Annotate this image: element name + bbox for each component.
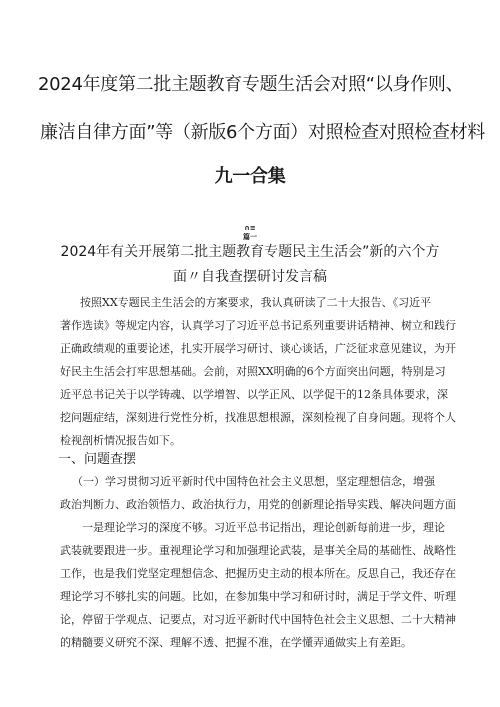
paragraph-2-line-2: 政治判断力、政治领悟力、政治执行力，用党的创新理论指导实践、解决问题方面 — [60, 498, 456, 511]
document-title-line-3: 九一合集 — [214, 166, 286, 187]
subtitle-line-1: 2024年有关开展第二批主题教育专题民主生活会”新的六个方 — [60, 244, 440, 260]
paragraph-1-line-5: 近平总书记关于以学铸魂、以学增智、以学正风、以学促干的12条具体要求，深 — [60, 388, 448, 401]
paragraph-1-line-2: 著作选读》等规定内容，认真学习了习近平总书记系列重要讲话精神、树立和践行 — [60, 319, 456, 332]
paragraph-2-line-7: 论，停留于学观点、记要点，对习近平新时代中国特色社会主义思想、二十大精神 — [60, 613, 456, 626]
document-title-line-2: 廉洁自律方面”等（新版6个方面）对照检查对照检查材料 — [40, 122, 485, 143]
paragraph-2-line-1: （一）学习贯彻习近平新时代中国特色社会主义思想，坚定理想信念，增强 — [72, 475, 435, 488]
section-mark: ∩≡ — [244, 224, 256, 232]
document-title-line-1: 2024年度第二批主题教育专题生活会对照“以身作则、 — [38, 74, 464, 95]
paragraph-2-line-4: 武装就要跟进一步。重视理论学习和加强理论武装，是事关全局的基础性、战略性 — [60, 544, 456, 557]
section-label: 篇一 — [243, 233, 257, 241]
paragraph-2-line-8: 的精髓要义研究不深、理解不透、把握不准，在学懂弄通做实上有差距。 — [60, 636, 412, 649]
paragraph-2-line-3: 一是理论学习的深度不够。习近平总书记指出，理论创新每前进一步，理论 — [82, 521, 445, 534]
subtitle-line-2: 面〃自我查摆研讨发言稿 — [173, 269, 327, 285]
paragraph-1-line-1: 按照XX专题民主生活会的方案要求，我认真研读了二十大报告、《习近平 — [80, 296, 432, 309]
paragraph-1-line-7: 检视剖析情况报告如下。 — [60, 434, 181, 447]
paragraph-1-line-3: 正确政绩观的重要论述，扎实开展学习研讨、谈心谈话，广泛征求意见建议，为开 — [60, 342, 456, 355]
paragraph-2-line-6: 理论学习不够扎实的问题。比如，在参加集中学习和研讨时，满足于学文件、听理 — [60, 590, 456, 603]
paragraph-1-line-4: 好民主生活会打牢思想基础。会前，对照XX明确的6个方面突出问题，特别是习 — [60, 365, 446, 378]
paragraph-1-line-6: 挖问题症结，深刻进行党性分析，找准思想根源，深刻检视了自身问题。现将个人 — [60, 411, 456, 424]
paragraph-2-line-5: 工作，也是我们党坚定理想信念、把握历史主动的根本所在。反思自己，我还存在 — [60, 567, 456, 580]
section-heading: 一、问题查摆 — [58, 452, 137, 467]
